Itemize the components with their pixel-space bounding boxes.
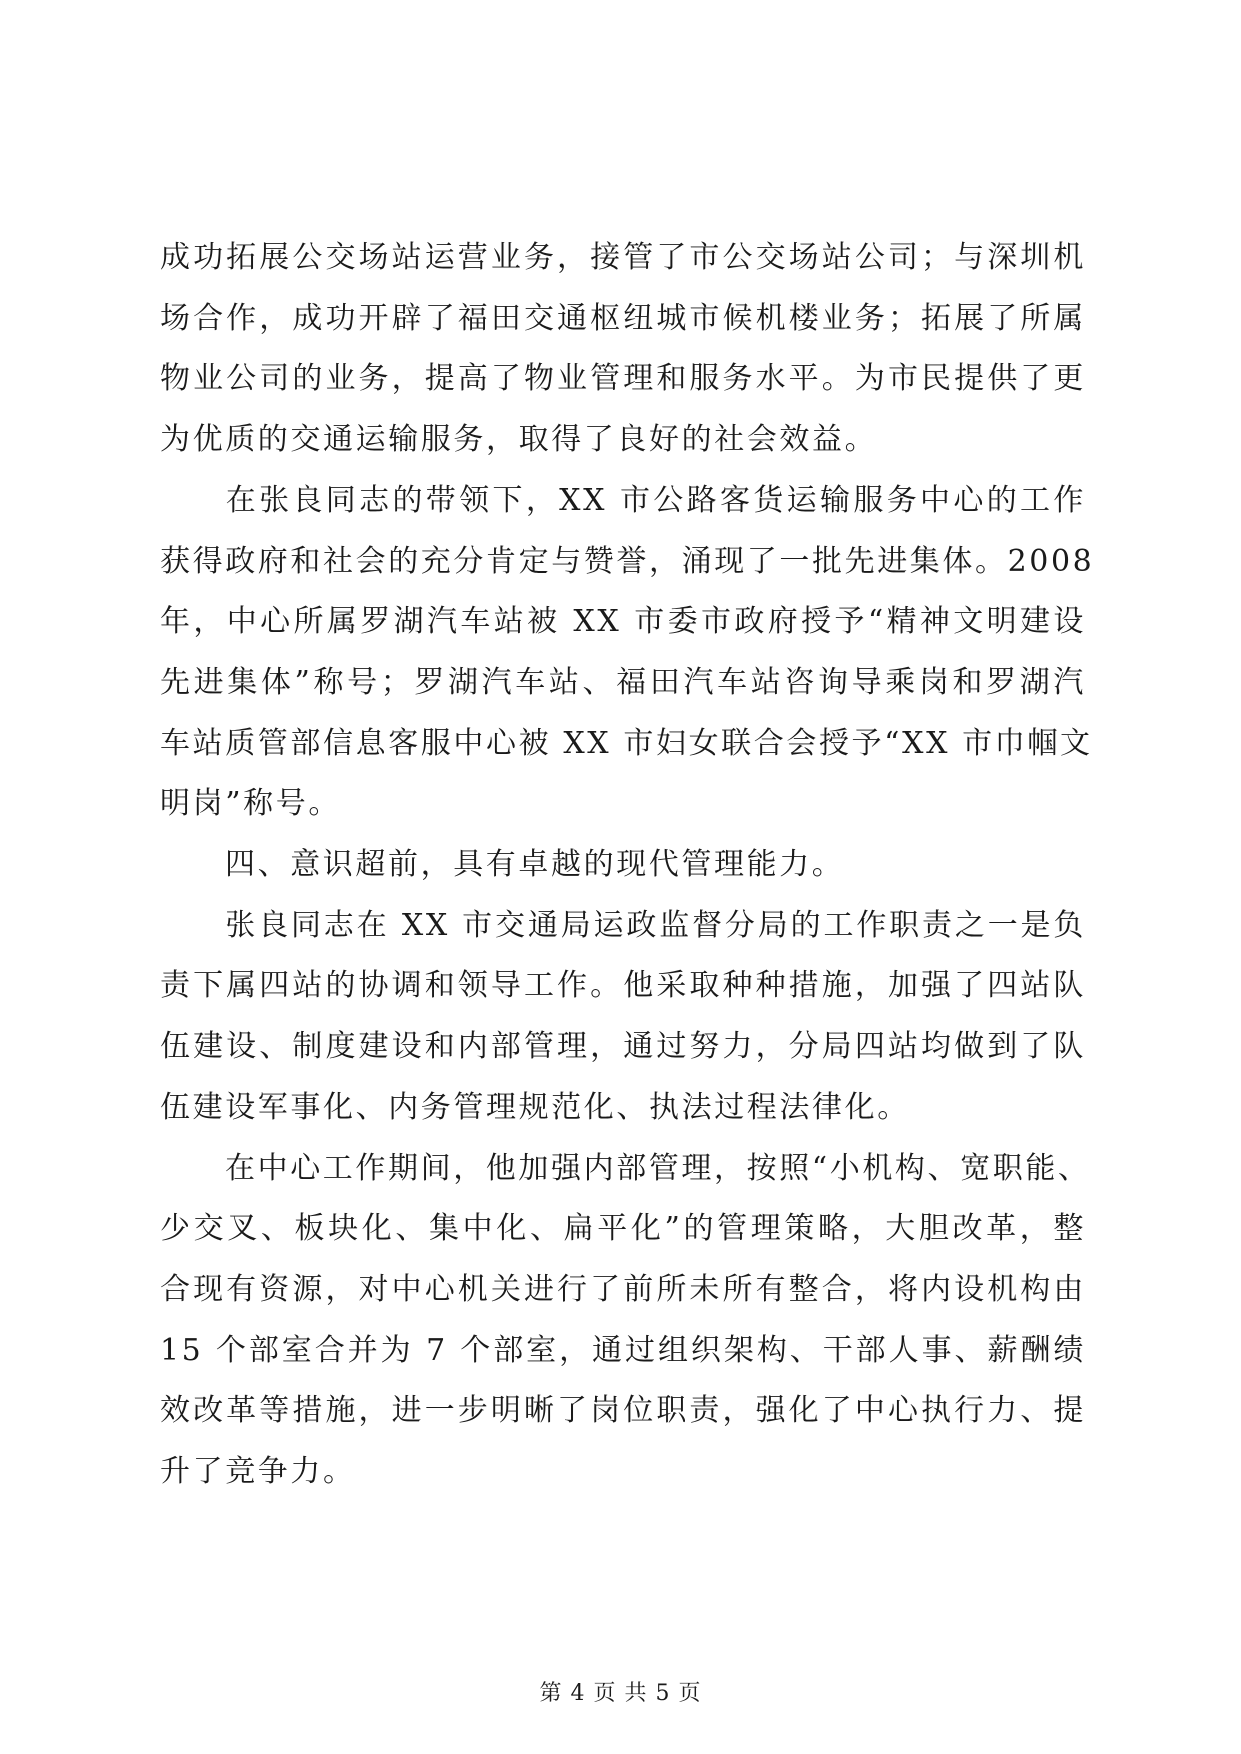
text-line: 先进集体”称号；罗湖汽车站、福田汽车站咨询导乘岗和罗湖汽	[160, 664, 1086, 700]
paragraph-1	[160, 228, 1086, 471]
text-line: 责下属四站的协调和领导工作。他采取种种措施，加强了四站队	[160, 968, 1086, 1004]
text-line: 物业公司的业务，提高了物业管理和服务水平。为市民提供了更	[160, 361, 1086, 397]
text-line-content: 在中心工作期间，他加强内部管理，按照“小机构、宽职能、	[225, 1150, 1091, 1186]
page-footer: 第 4 页 共 5 页	[539, 1681, 702, 1706]
text-line: 合现有资源，对中心机关进行了前所未所有整合，将内设机构由	[160, 1271, 1086, 1307]
text-line: 15 个部室合并为 7 个部室，通过组织架构、干部人事、薪酬绩	[160, 1332, 1086, 1368]
text-line: 场合作，成功开辟了福田交通枢纽城市候机楼业务；拓展了所属	[160, 300, 1086, 336]
text-line: 车站质管部信息客服中心被 XX 市妇女联合会授予“XX 市巾帼文	[160, 725, 1093, 761]
text-line-indented	[160, 835, 1086, 896]
text-line: 伍建设军事化、内务管理规范化、执法过程法律化。	[160, 1089, 910, 1125]
text-line: 伍建设、制度建设和内部管理，通过努力，分局四站均做到了队	[160, 1029, 1086, 1065]
text-line: 升了竞争力。	[160, 1454, 356, 1490]
text-line: 获得政府和社会的充分肯定与赞誉，涌现了一批先进集体。2008	[160, 543, 1095, 579]
document-body	[160, 228, 1095, 1503]
text-line-content: 张良同志在 XX 市交通局运政监督分局的工作职责之一是负	[225, 907, 1086, 943]
text-line-indented	[160, 471, 1086, 532]
text-line: 少交叉、板块化、集中化、扁平化”的管理策略，大胆改革，整	[160, 1211, 1086, 1247]
paragraph-5	[160, 1139, 1091, 1503]
text-line: 成功拓展公交场站运营业务，接管了市公交场站公司；与深圳机	[160, 240, 1086, 275]
text-line: 为优质的交通运输服务，取得了良好的社会效益。	[160, 422, 878, 458]
paragraph-2	[160, 471, 1095, 835]
text-line-indented	[160, 896, 1086, 957]
text-line-content: 在张良同志的带领下，XX 市公路客货运输服务中心的工作	[225, 482, 1086, 518]
section-heading	[160, 835, 1086, 896]
section-heading-text: 四、意识超前，具有卓越的现代管理能力。	[225, 847, 845, 883]
text-line: 效改革等措施，进一步明晰了岗位职责，强化了中心执行力、提	[160, 1393, 1086, 1429]
paragraph-4	[160, 896, 1086, 1139]
text-line: 明岗”称号。	[160, 786, 341, 822]
text-line-indented	[160, 1139, 1091, 1200]
text-line: 年，中心所属罗湖汽车站被 XX 市委市政府授予“精神文明建设	[160, 604, 1086, 640]
